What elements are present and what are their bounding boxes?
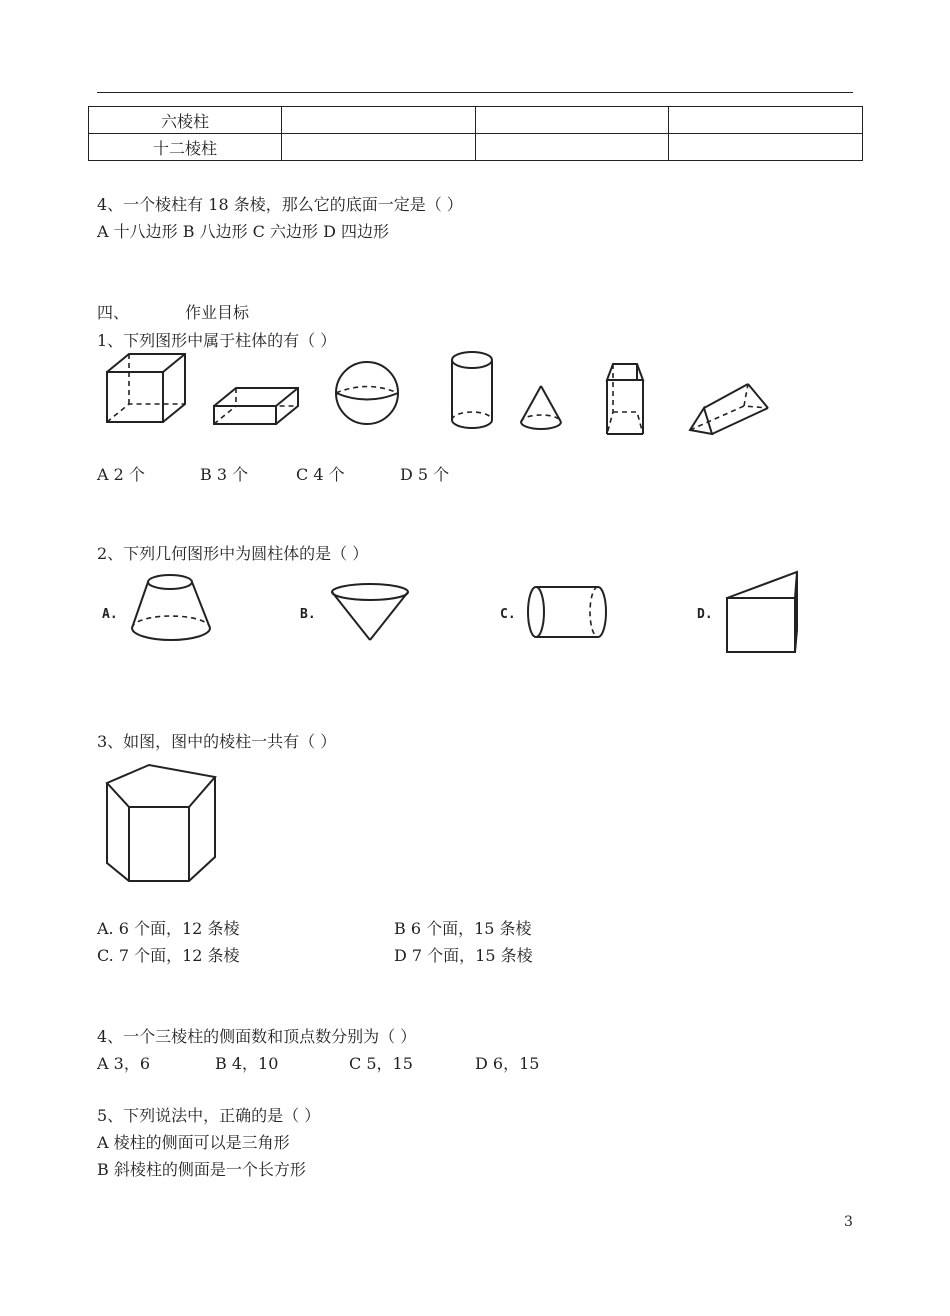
table-cell-blank	[476, 107, 669, 134]
table-row	[89, 107, 863, 134]
prev-question-4-options: A 十八边形 B 八边形 C 六边形 D 四边形	[97, 222, 389, 241]
table-cell-name: 十二棱柱	[89, 134, 282, 161]
flat-box-figure	[212, 386, 300, 426]
question-1-stem: 1、下列图形中属于柱体的有（ ）	[97, 331, 337, 350]
cylinder-option-figure	[498, 585, 610, 641]
question-4-option-b: B 4，10	[215, 1054, 279, 1073]
question-3-option-d: D 7 个面，15 条棱	[394, 946, 533, 965]
cone-figure	[519, 384, 563, 432]
question-5-option-b: B 斜棱柱的侧面是一个长方形	[97, 1160, 306, 1179]
question-1-option-c: C 4 个	[296, 465, 345, 484]
question-4-option-c: C 5，15	[349, 1054, 413, 1073]
cube-figure	[105, 352, 187, 424]
table-cell-name: 六棱柱	[89, 107, 282, 134]
prism-table	[88, 106, 863, 161]
question-4-option-d: D 6，15	[475, 1054, 540, 1073]
table-cell-blank	[669, 107, 863, 134]
option-label-d: D.	[697, 607, 713, 622]
triangular-prism-lying-figure	[688, 380, 772, 438]
question-3-option-b: B 6 个面，15 条棱	[394, 919, 532, 938]
prev-question-4-stem: 4、一个棱柱有 18 条棱，那么它的底面一定是（ ）	[97, 195, 463, 214]
question-2-stem: 2、下列几何图形中为圆柱体的是（ ）	[97, 544, 369, 563]
question-3-option-c: C. 7 个面，12 条棱	[97, 946, 240, 965]
option-label-c: C.	[500, 607, 516, 622]
table-cell-blank	[282, 107, 476, 134]
table-cell-blank	[669, 134, 863, 161]
header-rule	[97, 92, 853, 93]
pentagonal-prism-figure	[105, 763, 219, 885]
cylinder-figure	[449, 350, 495, 432]
section-title: 作业目标	[185, 303, 250, 322]
sphere-figure	[334, 360, 400, 426]
question-5-option-a: A 棱柱的侧面可以是三角形	[97, 1133, 290, 1152]
question-4-stem: 4、一个三棱柱的侧面数和顶点数分别为（ ）	[97, 1027, 417, 1046]
table-cell-blank	[282, 134, 476, 161]
question-1-option-a: A 2 个	[97, 465, 145, 484]
question-3-stem: 3、如图，图中的棱柱一共有（ ）	[97, 732, 337, 751]
question-4-option-a: A 3，6	[97, 1054, 151, 1073]
option-label-a: A.	[102, 607, 118, 622]
section-number: 四、	[97, 303, 130, 322]
triangular-prism-upright-figure	[605, 362, 645, 436]
cone-option-figure	[298, 582, 412, 644]
page-number: 3	[844, 1214, 853, 1230]
prism-option-figure	[695, 570, 805, 656]
question-3-option-a: A. 6 个面，12 条棱	[97, 919, 240, 938]
question-1-option-b: B 3 个	[200, 465, 249, 484]
table-row	[89, 134, 863, 161]
table-cell-blank	[476, 134, 669, 161]
question-1-option-d: D 5 个	[400, 465, 450, 484]
frustum-option-figure	[100, 572, 215, 644]
option-label-b: B.	[300, 607, 316, 622]
question-5-stem: 5、下列说法中，正确的是（ ）	[97, 1106, 321, 1125]
